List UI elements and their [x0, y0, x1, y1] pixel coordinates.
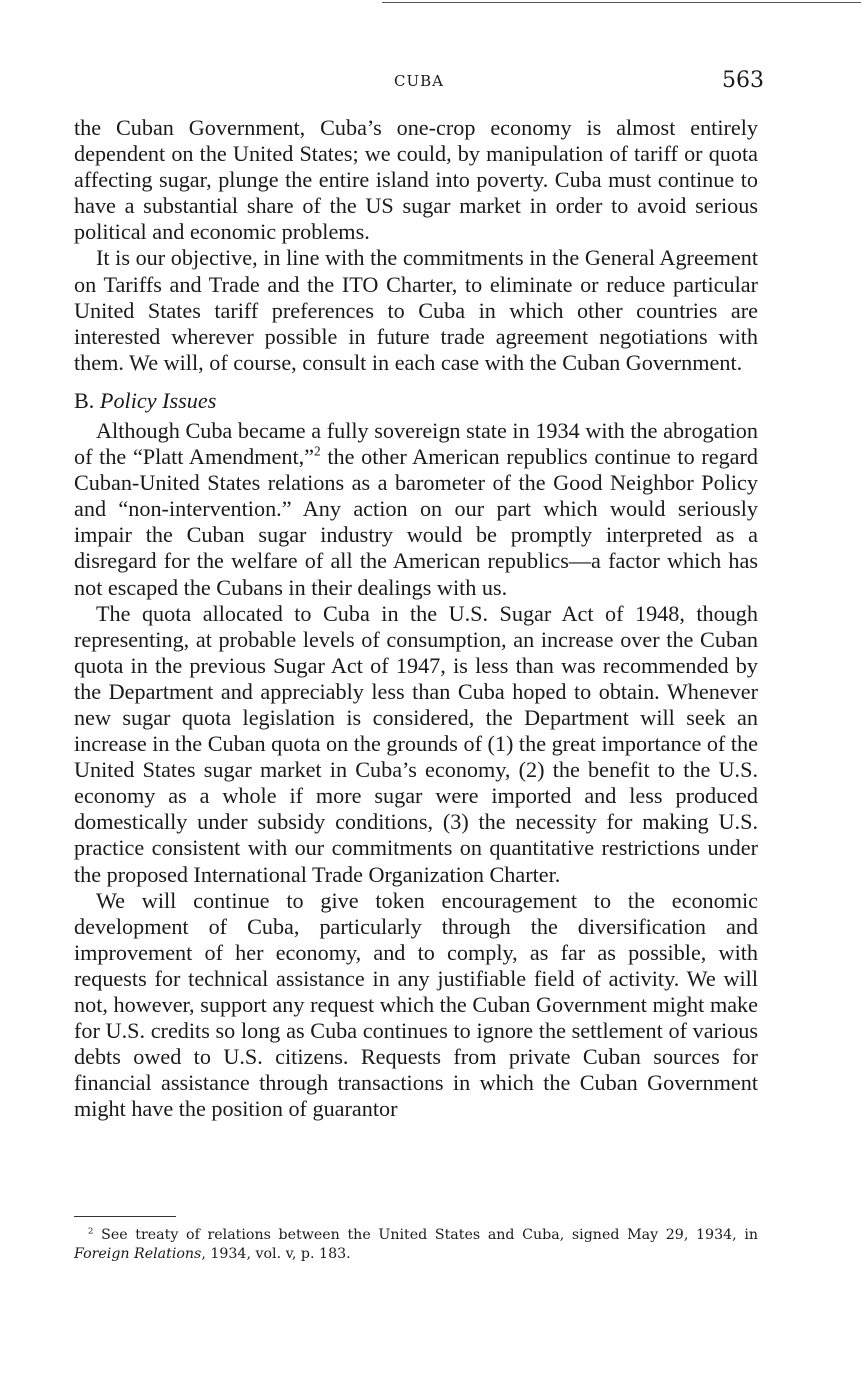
paragraph-continued: the Cuban Government, Cuba’s one-crop economy is almost entirely dependent on the United States; we could, by manipulation of tariff or quota affecting sugar, plunge the entire island into poverty. Cuba must continue to have a substantial share of the US sugar market in order to avoid serious political and economic problems. — [74, 115, 758, 245]
body-text — [74, 115, 758, 1122]
page-number: 563 — [722, 68, 764, 93]
paragraph-sugar-quota: The quota allocated to Cuba in the U.S. Sugar Act of 1948, though representing, at probable levels of consumption, an increase over the Cuban quota in the previous Sugar Act of 1947, is less than was recommended by the Department and appreciably less than Cuba hoped to obtain. Whenever new sugar quota legislation is considered, the Department will seek an increase in the Cuban quota on the grounds of (1) the great importance of the United States sugar market in Cuba’s economy, (2) the benefit to the U.S. economy as a whole if more sugar were imported and less produced domestically under subsidy conditions, (3) the necessity for making U.S. practice consistent with our commitments on quantitative restrictions under the proposed International Trade Organization Charter. — [74, 600, 758, 887]
paragraph-economic-development: We will continue to give token encouragement to the economic development of Cuba, particularly through the diversification and improvement of her economy, and to comply, as far as possible, with requests for technical assistance in any justifiable field of activity. We will not, however, support any request which the Cuban Government might make for U.S. credits so long as Cuba continues to ignore the settlement of various debts owed to U.S. citizens. Requests from private Cuban sources for financial assistance through transactions in which the Cuban Government might have the position of guarantor — [74, 887, 758, 1122]
paragraph-text: the other American republics continue to regard Cuban-United States relations as a barometer of the Good Neighbor Policy and “non-intervention.” Any action on our part which would seriously impair the Cuban sugar industry would be promptly interpreted as a disregard for the welfare of all the American republics—a factor which has not escaped the Cubans in their dealings with us. — [74, 444, 759, 600]
paragraph-platt-amendment — [74, 418, 758, 601]
footnote-reference: 2 — [314, 443, 321, 459]
section-title: Policy Issues — [99, 387, 217, 413]
footnote — [74, 1226, 758, 1263]
footnote-text-end: , 1934, vol. v, p. 183. — [201, 1245, 351, 1262]
top-rule — [382, 2, 861, 3]
footnote-text: See treaty of relations between the United States and Cuba, signed May 29, 1934, in — [93, 1227, 758, 1243]
section-letter: B. — [74, 387, 95, 413]
paragraph-trade-objective: It is our objective, in line with the commitments in the General Agreement on Tariffs and Trade and the ITO Charter, to eliminate or reduce particular United States tariff preferences to Cuba in which other countries are interested wherever possible in future trade agreement negotiations with them. We will, of course, consult in each case with the Cuban Government. — [74, 245, 758, 375]
section-heading-policy-issues — [74, 388, 758, 414]
running-head — [0, 68, 861, 96]
paragraph-text: Although Cuba became a fully sovereign state in 1934 with the abrogation of the “Platt Amendment,” — [74, 417, 758, 470]
footnote-rule — [74, 1216, 176, 1217]
footnote-marker: 2 — [88, 1226, 94, 1237]
footnote-source-title: Foreign Relations — [74, 1245, 202, 1262]
running-title: CUBA — [394, 72, 444, 90]
